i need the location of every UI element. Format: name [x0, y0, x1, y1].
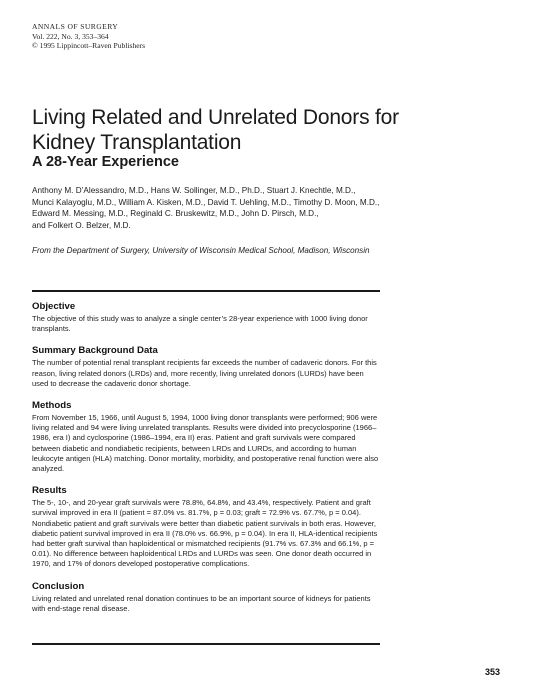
author-line: Munci Kalayoglu, M.D., William A. Kisken, M.D., David T. Uehling, M.D., Timothy D. Moon, M.D., — [32, 197, 380, 207]
article-title: Living Related and Unrelated Donors for Kidney Transplantation — [32, 106, 399, 154]
abstract-section-methods — [32, 400, 380, 474]
journal-name: ANNALS OF SURGERY — [32, 22, 119, 31]
author-line: Edward M. Messing, M.D., Reginald C. Bruskewitz, M.D., John D. Pirsch, M.D., — [32, 209, 319, 219]
journal-copyright: © 1995 Lippincott–Raven Publishers — [32, 41, 146, 51]
section-heading: Methods — [32, 400, 72, 412]
section-heading: Results — [32, 485, 67, 497]
journal-volume: Vol. 222, No. 3, 353–364 — [32, 31, 109, 41]
article-subtitle: A 28-Year Experience — [32, 154, 179, 170]
abstract-section-results — [32, 485, 380, 569]
section-text: The number of potential renal transplant recipients far exceeds the number of cadaveric donors. For this reason, living related donors (LRDs) and, more recently, living unrelated donors (LURDs) have been used to decrease the cadaveric donor shortage. — [32, 358, 377, 388]
author-line: Anthony M. D’Alessandro, M.D., Hans W. Sollinger, M.D., Ph.D., Stuart J. Knechtle, M.D., — [32, 186, 356, 195]
author-line: and Folkert O. Belzer, M.D. — [32, 220, 131, 230]
page-number: 353 — [485, 667, 501, 677]
abstract-bottom-rule — [32, 643, 380, 645]
abstract-section-objective — [32, 301, 380, 334]
section-text: From November 15, 1966, until August 5, 1994, 1000 living donor transplants were performed; 906 were living related and 94 were living unrelated transplants. Results were divided into precyclosporine (1966–1986, era I) and cyclosporine (1986–1994, era II) eras. Patient and graft survivals were compared between diabetic and nondiabetic recipients, between LRDs and LURDs, and according to human leukocyte antigen (HLA) matching. Donor mortality, morbidity, and postoperative renal function were also analyzed. — [32, 413, 379, 474]
abstract-top-rule — [32, 290, 380, 292]
affiliation: From the Department of Surgery, University of Wisconsin Medical School, Madison, Wisconsin — [32, 246, 370, 255]
section-text: The objective of this study was to analyze a single center’s 28-year experience with 1000 living donor transplants. — [32, 314, 368, 334]
section-heading: Objective — [32, 301, 76, 312]
abstract-section-background — [32, 345, 380, 389]
abstract-section-conclusion — [32, 581, 380, 614]
journal-header — [32, 22, 145, 51]
section-text: Living related and unrelated renal donation continues to be an important source of kidneys for patients with end-stage renal disease. — [32, 593, 371, 613]
section-heading: Summary Background Data — [32, 345, 158, 357]
section-heading: Conclusion — [32, 580, 85, 592]
author-list — [32, 185, 472, 231]
section-text: The 5-, 10-, and 20-year graft survivals were 78.8%, 64.8%, and 43.4%, respectively. Patient and graft survival improved in era II (patient = 87.0% vs. 81.7%, p = 0.03; graft = 72.9% vs. 67.7%, p = 0.04). Nondiabetic patient and graft survivals were better than diabetic patient survivals in both eras. However, diabetic patient survival improved in era II (78.0% vs. 66.9%, p = 0.04). In era II, HLA-identical recipients had better graft survival than haploidentical or mismatched recipients (91.7% vs. 67.3% and 66.1%, p = 0.01). No difference between haploidentical LRDs and LURDs was seen. One donor death occurred in 1970, and 17% of donors developed postoperative complications. — [32, 498, 378, 569]
abstract — [32, 294, 380, 614]
